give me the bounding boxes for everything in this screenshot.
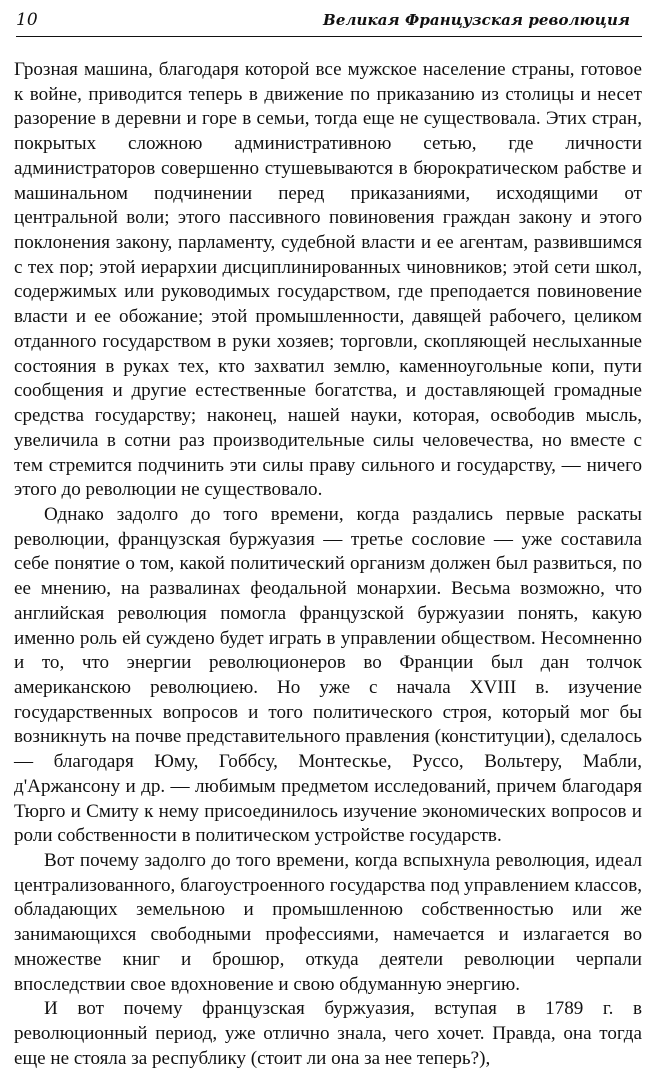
- body-text: [14, 58, 642, 1071]
- page-number: 10: [16, 10, 38, 30]
- page-header: [16, 4, 642, 37]
- paragraph: Однако задолго до того времени, когда раздались первые раскаты революции, французская буржуазия — третье сословие — уже составила себе понятие о том, какой политический организм должен был развиться, по ее мнению, на развалинах феодальной монархии. Весьма возможно, что английская революция помогла французской буржуазии понять, какую именно роль ей суждено будет играть в управлении обществом. Несомненно и то, что энергии революционеров во Франции был дан толчок американскою революциею. Но уже с начала XVIII в. изучение государственных вопросов и того политического строя, который мог бы возникнуть на почве представительного правления (конституции), сделалось — благодаря Юму, Гоббсу, Монтескье, Руссо, Вольтеру, Мабли, д'Аржансону и др. — любимым предметом исследований, причем благодаря Тюрго и Смиту к нему присоединилось изучение экономических вопросов и роли собственности в политическом устройстве государств.: [14, 503, 642, 847]
- paragraph: Грозная машина, благодаря которой все мужское население страны, готовое к войне, приводится теперь в движение по приказанию из столицы и несет разорение в деревни и горе в семьи, тогда еще не существовала. Этих стран, покрытых сложною административною сетью, где личности администраторов совершенно стушевываются в бюрократическом рабстве и машинальном подчинении перед приказаниями, исходящими от центральной воли; этого пассивного повиновения граждан закону и этого поклонения закону, парламенту, судебной власти и ее агентам, развившимся с тех пор; этой иерархии дисциплинированных чиновников; этой сети школ, содержимых или руководимых государством, где преподается повиновение власти и ее обожание; этой промышленности, давящей рабочего, целиком отданного государством в руки хозяев; торговли, скопляющей неслыханные состояния в руках тех, кто захватил землю, каменноугольные копи, пути сообщения и другие естественные богатства, и доставляющей громадные средства государству; наконец, нашей науки, которая, освободив мысль, увеличила в сотни раз производительные силы человечества, но вместе с тем стремится подчинить эти силы праву сильного и государству, — ничего этого до революции не существовало.: [14, 59, 642, 501]
- paragraph: И вот почему французская буржуазия, вступая в 1789 г. в революционный период, уже отлично знала, чего хочет. Правда, она тогда еще не стояла за республику (стоит ли она за нее теперь?),: [14, 998, 642, 1069]
- running-title: Великая Французская революция: [323, 11, 630, 29]
- paragraph: Вот почему задолго до того времени, когда вспыхнула революция, идеал централизованного, благоустроенного государства под управлением классов, обладающих земельною и промышленною собственностью или же занимающихся свободными профессиями, намечается и излагается во множестве книг и брошюр, откуда деятели революции черпали впоследствии свое вдохновение и свою обдуманную энергию.: [14, 850, 642, 995]
